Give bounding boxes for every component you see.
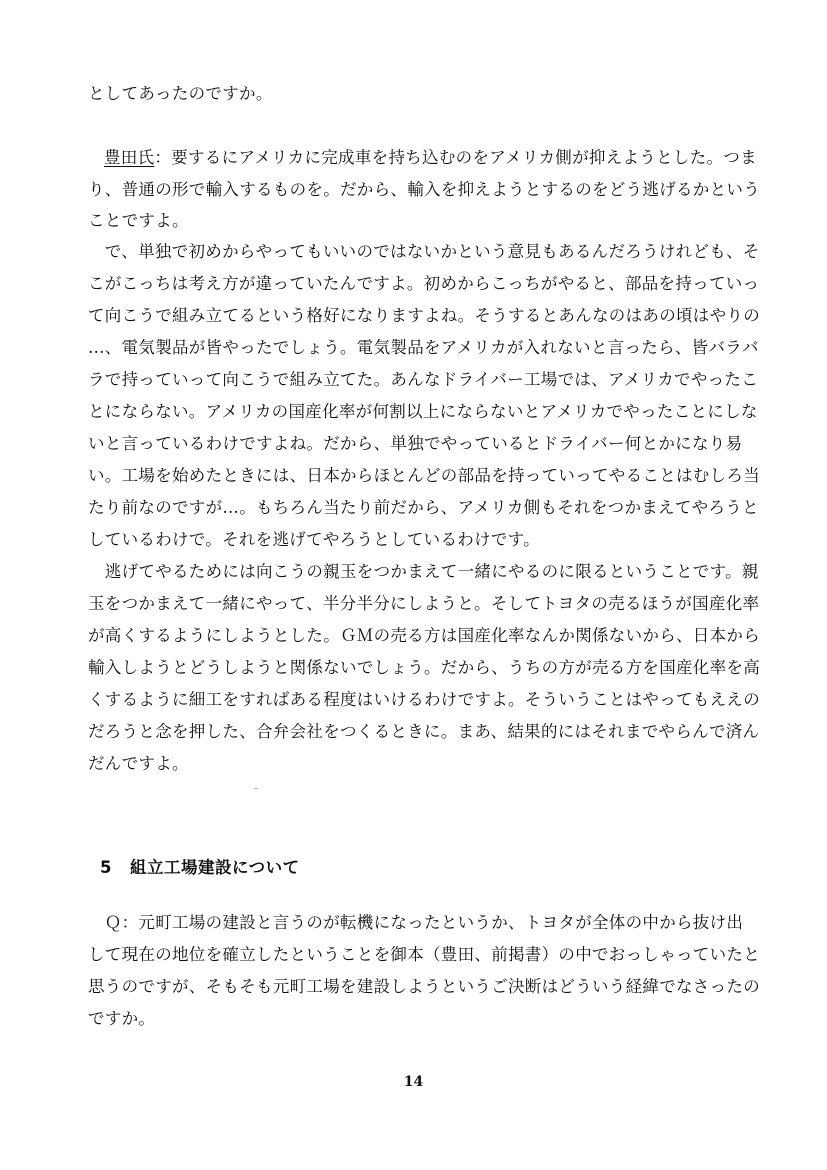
page-number: 14 [403, 1074, 424, 1090]
text-line: り、普通の形で輸入するものを。だから、輸入を抑えようとするのをどう逃げるかという [88, 180, 760, 199]
section-heading [100, 854, 300, 878]
text-line: たり前なのですが…。もちろん当たり前だから、アメリカ側もそれをつかまえてやろうと [88, 498, 759, 517]
text-line: 逃げてやるためには向こうの親玉をつかまえて一緒にやるのに限るということです。親 [88, 562, 759, 581]
speaker-name: 豊田氏 [104, 148, 155, 167]
text-line: ことですよ。 [88, 211, 189, 230]
text-line: くするように細工をすればある程度はいけるわけですよ。そういうことはやってもええの [88, 690, 760, 709]
section-title: 組立工場建設について [130, 858, 300, 877]
text-line: い。工場を始めたときには、日本からほとんどの部品を持っていってやることはむしろ当 [88, 466, 760, 485]
text-line [104, 148, 757, 168]
section-number: 5 [100, 858, 112, 877]
text-line: だろうと念を押した、合弁会社をつくるときに。まあ、結果的にはそれまでやらんで済ん [88, 722, 760, 741]
question-line: ですか。 [88, 1009, 156, 1028]
text-line: いと言っているわけですよね。だから、単独でやっているとドライバー何とかになり易 [88, 434, 743, 453]
question-line: 思うのですが、そもそも元町工場を建設しようというご決断はどういう経緯でなさったの [88, 977, 760, 996]
question-line: Ｑ：元町工場の建設と言うのが転機になったというか、トヨタが全体の中から抜け出 [88, 913, 744, 932]
text-line: 輸入しようとどうしようと関係ないでしょう。だから、うちの方が売る方を国産化率を高 [88, 658, 760, 677]
text-line: が高くするようにしようとした。ＧＭの売る方は国産化率なんか関係ないから、日本から [88, 626, 760, 645]
text-line: しているわけで。それを逃げてやろうとしているわけです。 [88, 530, 540, 549]
text-line: ラで持っていって向こうで組み立てた。あんなドライバー工場では、アメリカでやったこ [88, 370, 759, 389]
text-line: …、電気製品が皆やったでしょう。電気製品をアメリカが入れないと言ったら、皆バラバ [88, 338, 759, 357]
text-line: 玉をつかまえて一緒にやって、半分半分にしようと。そしてトヨタの売るほうが国産化率 [88, 594, 760, 613]
text-line: こがこっちは考え方が違っていたんですよ。初めからこっちがやると、部品を持っていっ [88, 274, 760, 293]
text-line: で、単独で初めからやってもいいのではないかという意見もあるんだろうけれども、そ [88, 242, 760, 261]
text-line: とにならない。アメリカの国産化率が何割以上にならないとアメリカでやったことにしな [88, 402, 758, 421]
text-line: て向こうで組み立てるという格好になりますよね。そうするとあんなのはあの頃はやりの [88, 306, 760, 325]
text-line: としてあったのですか。 [88, 84, 273, 103]
scan-speck [255, 788, 257, 789]
question-line: して現在の地位を確立したということを御本（豊田、前掲書）の中でおっしゃっていたと [88, 945, 760, 964]
text-line: だんですよ。 [88, 754, 189, 773]
text-span: ：要するにアメリカに完成車を持ち込むのをアメリカ側が抑えようとした。つま [154, 148, 757, 167]
